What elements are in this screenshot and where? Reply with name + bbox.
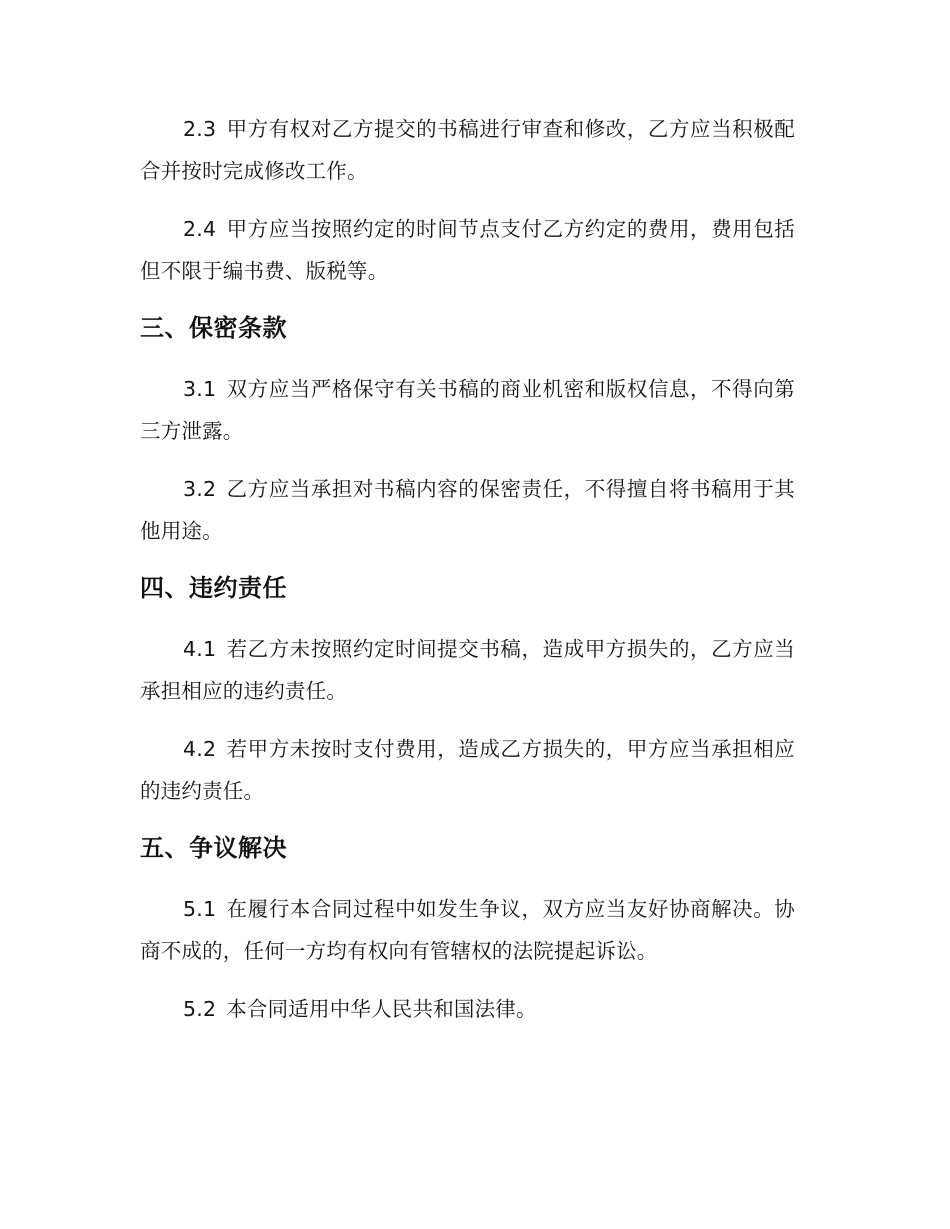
clause-number: 2.4 [183,217,217,241]
clause-text: 甲方有权对乙方提交的书稿进行审查和修改，乙方应当积极配合并按时完成修改工作。 [140,117,795,183]
clause-number: 2.3 [183,117,217,141]
clause-3-1 [140,368,795,452]
clause-text: 本合同适用中华人民共和国法律。 [226,997,537,1021]
clause-text: 若乙方未按照约定时间提交书稿，造成甲方损失的，乙方应当承担相应的违约责任。 [140,637,795,703]
clause-5-2 [140,988,795,1030]
clause-number: 4.2 [183,737,217,761]
clause-text: 在履行本合同过程中如发生争议，双方应当友好协商解决。协商不成的，任何一方均有权向有管辖权的法院提起诉讼。 [140,897,795,963]
clause-2-4 [140,208,795,292]
clause-text: 双方应当严格保守有关书稿的商业机密和版权信息，不得向第三方泄露。 [140,377,795,443]
section-heading-dispute: 五、争议解决 [140,834,287,862]
clause-number: 3.2 [183,477,217,501]
section-heading-confidentiality: 三、保密条款 [140,314,287,342]
clause-text: 乙方应当承担对书稿内容的保密责任，不得擅自将书稿用于其他用途。 [140,477,795,543]
clause-number: 5.1 [183,897,217,921]
clause-text: 若甲方未按时支付费用，造成乙方损失的，甲方应当承担相应的违约责任。 [140,737,795,803]
clause-5-1 [140,888,795,972]
clause-number: 3.1 [183,377,217,401]
document-content [140,108,795,1046]
clause-number: 5.2 [183,997,217,1021]
clause-2-3 [140,108,795,192]
clause-4-2 [140,728,795,812]
clause-number: 4.1 [183,637,217,661]
clause-4-1 [140,628,795,712]
clause-text: 甲方应当按照约定的时间节点支付乙方约定的费用，费用包括但不限于编书费、版税等。 [140,217,795,283]
section-heading-liability: 四、违约责任 [140,574,287,602]
clause-3-2 [140,468,795,552]
